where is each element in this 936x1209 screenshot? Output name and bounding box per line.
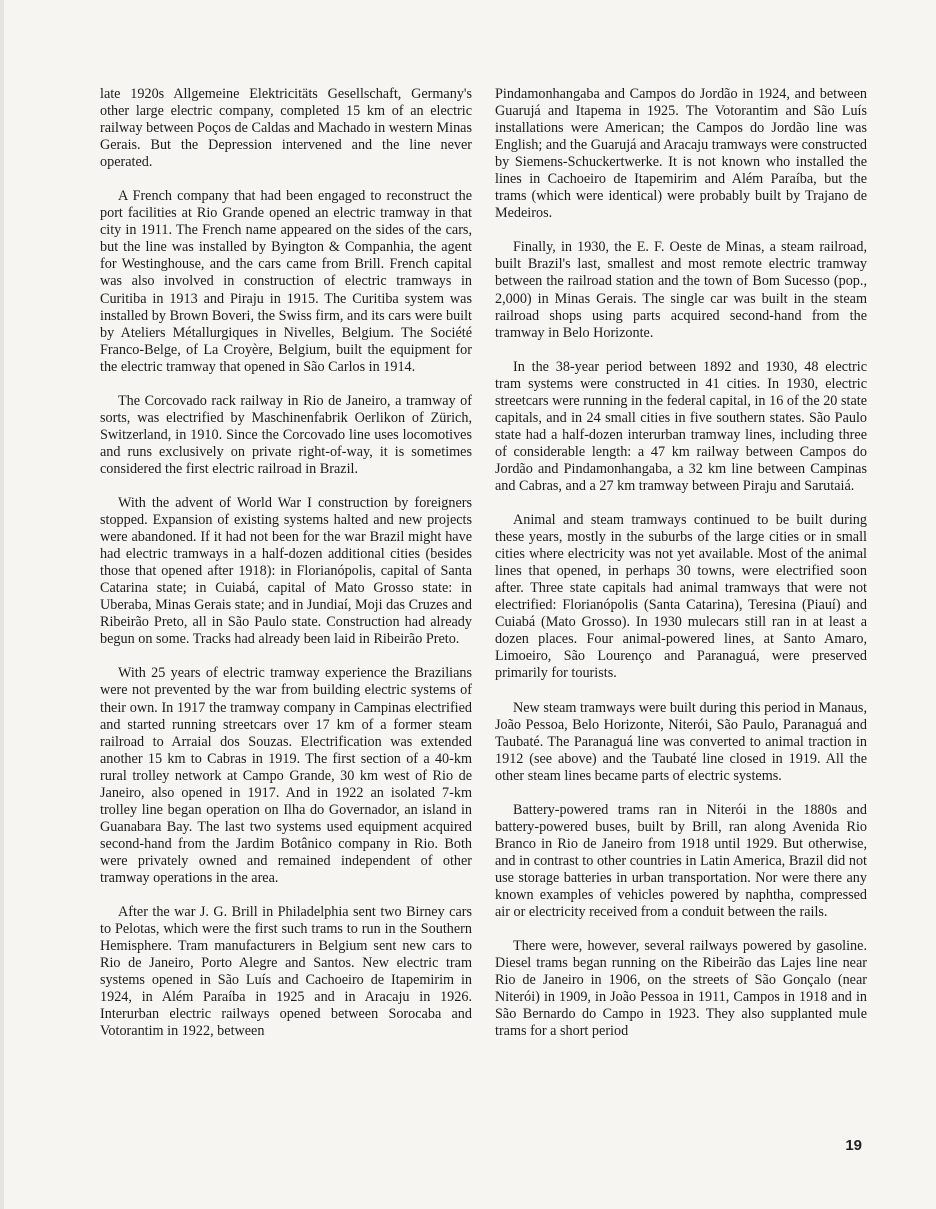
paragraph: The Corcovado rack railway in Rio de Janeiro, a tramway of sorts, was electrified by Maschinenfabrik Oerlikon of Zürich, Switzerland, in 1910. Since the Corcovado line uses locomotives and runs exclusively on private right-of-way, it is sometimes considered the first electric railroad in Brazil. bbox=[100, 392, 472, 477]
paragraph: Battery-powered trams ran in Niterói in the 1880s and battery-powered buses, built by Brill, ran along Avenida Rio Branco in Rio de Janeiro from 1918 until 1929. But otherwise, and in contrast to other countries in Latin America, Brazil did not use storage batteries in urban transportation. Nor were there any known examples of vehicles powered by naphtha, compressed air or electricity received from a conduit between the rails. bbox=[495, 801, 867, 921]
paragraph: A French company that had been engaged to reconstruct the port facilities at Rio Grande opened an electric tramway in that city in 1911. The French name appeared on the sides of the cars, but the line was installed by Byington & Companhia, the agent for Westinghouse, and the cars came from Brill. French capital was also involved in construction of electric tramways in Curitiba in 1913 and Piraju in 1915. The Curitiba system was installed by Brown Boveri, the Swiss firm, and its cars were built by Ateliers Métallurgiques in Nivelles, Belgium. The Société Franco-Belge, of La Croyère, Belgium, built the equipment for the electric tramway that opened in São Carlos in 1914. bbox=[100, 188, 472, 375]
paragraph: With the advent of World War I construction by foreigners stopped. Expansion of existing systems halted and new projects were abandoned. If it had not been for the war Brazil might have had electric tramways in a half-dozen additional cities (besides those that opened after 1918): in Florianópolis, capital of Santa Catarina state; in Cuiabá, capital of Mato Grosso state: in Uberaba, Minas Gerais state; and in Jundiaí, Moji das Cruzes and Ribeirão Preto, all in São Paulo state. Construction had already begun on some. Tracks had already been laid in Ribeirão Preto. bbox=[100, 494, 472, 648]
paragraph: late 1920s Allgemeine Elektricitäts Gesellschaft, Germany's other large electric company, completed 15 km of an electric railway between Poços de Caldas and Machado in western Minas Gerais. But the Depression intervened and the line never operated. bbox=[100, 86, 472, 171]
right-column bbox=[495, 86, 867, 1040]
paragraph: Pindamonhangaba and Campos do Jordão in 1924, and between Guarujá and Itapema in 1925. The Votorantim and São Luís installations were American; the Campos do Jordão line was English; and the Guarujá and Aracaju tramways were constructed by Siemens-Schuckertwerke. It is not known who installed the lines in Cachoeiro de Itapemirim and Além Paraíba, but the trams (which were identical) were probably built by Trajano de Medeiros. bbox=[495, 86, 867, 222]
paragraph: New steam tramways were built during this period in Manaus, João Pessoa, Belo Horizonte, Niterói, São Paulo, Paranaguá and Taubaté. The Paranaguá line was converted to animal traction in 1912 (see above) and the Taubaté line closed in 1919. All the other steam lines became parts of electric systems. bbox=[495, 699, 867, 784]
paragraph: There were, however, several railways powered by gasoline. Diesel trams began running on the Ribeirão das Lajes line near Rio de Janeiro in 1906, on the streets of São Gonçalo (near Niterói) in 1909, in João Pessoa in 1911, Campos in 1918 and in São Bernardo do Campo in 1923. They also supplanted mule trams for a short period bbox=[495, 938, 867, 1040]
page-edge-shadow bbox=[0, 0, 4, 1209]
paragraph: Finally, in 1930, the E. F. Oeste de Minas, a steam railroad, built Brazil's last, smallest and most remote electric tramway between the railroad station and the town of Bom Sucesso (pop., 2,000) in Minas Gerais. The single car was built in the steam railroad shops using parts acquired second-hand from the tramway in Belo Horizonte. bbox=[495, 239, 867, 341]
paragraph: In the 38-year period between 1892 and 1930, 48 electric tram systems were constructed in 41 cities. In 1930, electric streetcars were running in the federal capital, in 16 of the 20 state capitals, and in 24 small cities in five southern states. São Paulo state had a half-dozen interurban tramway lines, including three of considerable length: a 47 km railway between Campos do Jordão and Pindamonhangaba, a 32 km line between Campinas and Cabras, and a 27 km tramway between Piraju and Sarutaiá. bbox=[495, 358, 867, 494]
page-number: 19 bbox=[845, 1137, 862, 1154]
paragraph: Animal and steam tramways continued to be built during these years, mostly in the suburbs of the large cities or in small cities where electricity was not yet available. Most of the animal lines that opened, in perhaps 30 towns, were electrified soon after. Three state capitals had animal tramways that were not electrified: Florianópolis (Santa Catarina), Teresina (Piauí) and Cuiabá (Mato Grosso). In 1930 mulecars still ran in at least a dozen places. Four animal-powered lines, at Santo Amaro, Limoeiro, São Lourenço and Paranaguá, were preserved primarily for tourists. bbox=[495, 512, 867, 682]
paragraph: With 25 years of electric tramway experience the Brazilians were not prevented by the war from building electric systems of their own. In 1917 the tramway company in Campinas electrified and started running streetcars over 17 km of a former steam railroad to Arraial dos Souzas. Electrification was extended another 15 km to Cabras in 1919. The first section of a 40-km rural trolley network at Campo Grande, 30 km west of Rio de Janeiro, also opened in 1917. And in 1922 an isolated 7-km trolley line began operation on Ilha do Governador, an island in Guanabara Bay. The last two systems used equipment acquired second-hand from the Jardim Botânico company in Rio. Both were privately owned and remained independent of other tramway operations in the area. bbox=[100, 665, 472, 886]
paragraph: After the war J. G. Brill in Philadelphia sent two Birney cars to Pelotas, which were the first such trams to run in the Southern Hemisphere. Tram manufacturers in Belgium sent new cars to Rio de Janeiro, Porto Alegre and Santos. New electric tram systems opened in São Luís and Cachoeiro de Itapemirim in 1924, in Além Paraíba in 1925 and in Aracaju in 1926. Interurban electric railways opened between Sorocaba and Votorantim in 1922, between bbox=[100, 904, 472, 1040]
left-column bbox=[100, 86, 472, 1040]
